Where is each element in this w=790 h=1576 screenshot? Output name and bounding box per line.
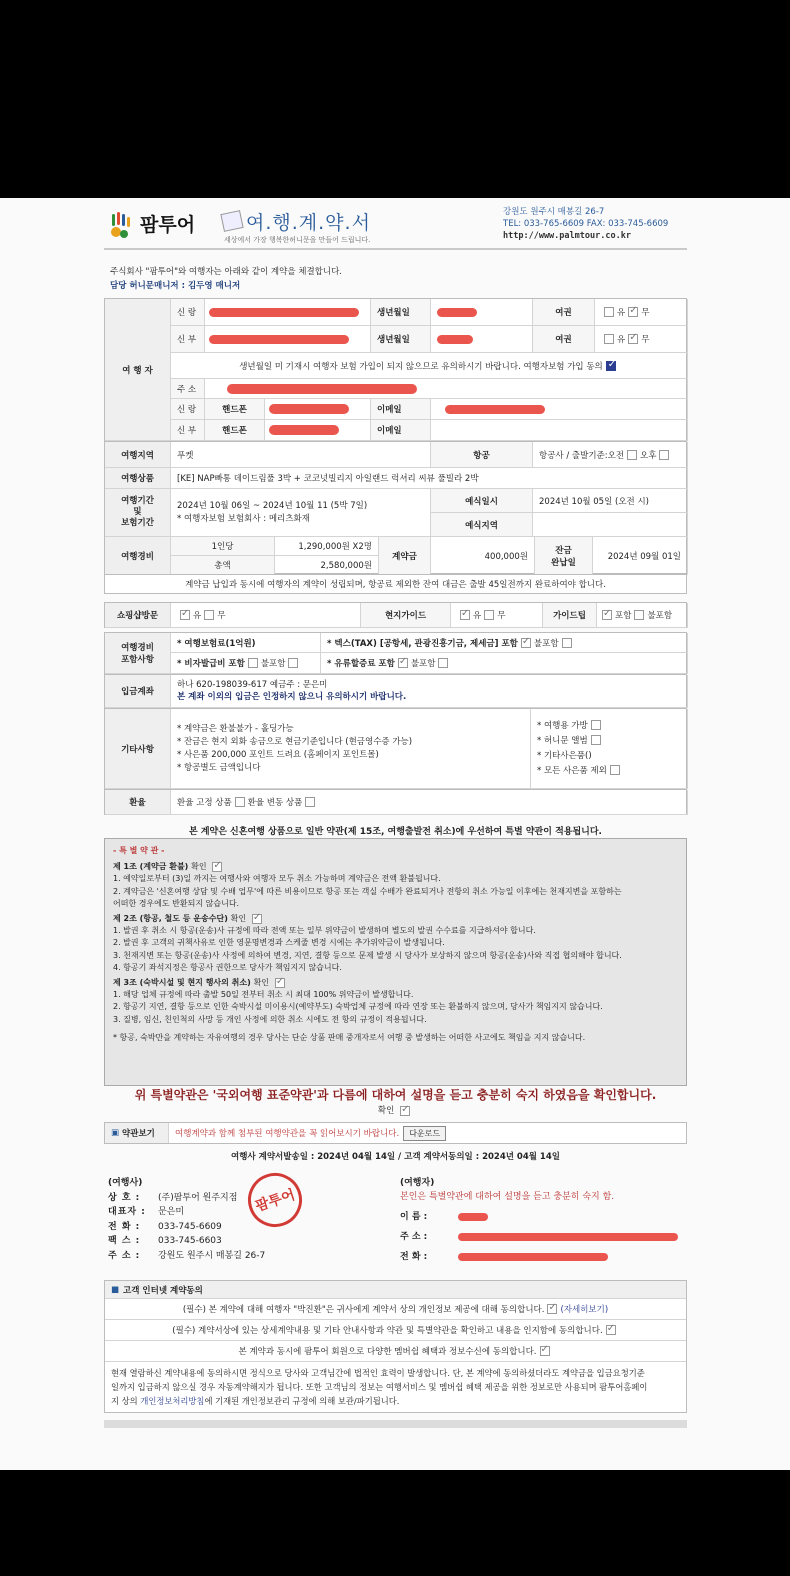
total: 2,580,000원	[275, 556, 379, 575]
shopping-label: 쇼핑샵방문	[105, 603, 171, 628]
shopping-options	[171, 603, 361, 628]
bride-email	[431, 420, 688, 441]
bride-passport-label: 여권	[533, 326, 595, 353]
exchange-variable-label: 환율 변동 상품	[247, 798, 303, 808]
etc-line: * 계약금은 환불불가 - 홀딩가능	[177, 723, 294, 734]
etc-label: 기타사항	[105, 709, 171, 789]
bride-contact-label: 신 부	[171, 420, 205, 441]
document-icon	[220, 210, 243, 232]
consent-row	[105, 1341, 686, 1362]
agency-row	[108, 1234, 368, 1249]
exchange-variable-checkbox[interactable]	[305, 797, 315, 807]
article-2-title	[113, 913, 678, 925]
yes-label: 유	[617, 335, 626, 345]
article-line: 4. 항공기 좌석지정은 항공사 권한으로 당사가 책임지지 않습니다.	[113, 962, 342, 972]
special-title: - 특 별 약 관 -	[113, 846, 165, 855]
article-line: 어떠한 경우에도 반환되지 않습니다.	[113, 898, 240, 908]
tax-include-checkbox[interactable]	[521, 638, 531, 648]
groom-email	[431, 399, 688, 420]
confirm-label: 확인	[253, 978, 270, 988]
deposit: 400,000원	[431, 537, 535, 575]
consent-text: (필수) 본 계약에 대해 여행자 "박진환"은 귀사에게 계약서 상의 개인정보 제공에 대해 동의합니다.	[182, 1305, 545, 1315]
bride-birth-label: 생년월일	[371, 326, 431, 353]
agency-key: 상 호 :	[108, 1192, 141, 1203]
article-2-checkbox[interactable]	[252, 914, 262, 924]
yes-label: 유	[193, 611, 202, 621]
traveler-phone-row	[400, 1250, 687, 1264]
privacy-policy-link[interactable]: 개인정보처리방침	[140, 1396, 205, 1406]
special-footnote: * 항공, 숙박만을 계약하는 자유여행의 경우 당사는 단순 상품 판매 중개자로서 여행 중 발생하는 어떠한 사고에도 책임을 지지 않습니다.	[113, 1032, 586, 1042]
gift-label: * 여행용 가방	[537, 720, 588, 731]
groom-phone	[265, 399, 371, 420]
period-label	[105, 489, 171, 537]
special-terms	[104, 838, 687, 1086]
terms-consent-checkbox[interactable]	[606, 1325, 616, 1335]
tip-exclude-checkbox[interactable]	[634, 610, 644, 620]
bride-email-label: 이메일	[371, 420, 431, 441]
gift-checkbox[interactable]	[610, 765, 620, 775]
balance-label-1: 잔금	[555, 545, 572, 556]
special-terms-acknowledgement: 위 특별약관은 '국외여행 표준약관'과 다름에 대하여 설명을 듣고 충분히 숙지 하였음을 확인합니다.	[134, 1088, 657, 1102]
address-value	[205, 379, 688, 399]
period-dates: 2024년 10월 06일 ~ 2024년 10월 11 (5박 7일)	[177, 500, 368, 511]
bride-passport-no-checkbox[interactable]	[628, 334, 638, 344]
gift-option	[537, 764, 623, 779]
terms-label-text: 약관보기	[122, 1129, 155, 1139]
gift-label: * 기타사은품()	[537, 750, 592, 761]
tax-label: * 텍스(TAX) [공항세, 관광진흥기금, 제세금] 포함	[327, 638, 518, 649]
document-icon: ▣	[111, 1128, 120, 1138]
visa-exclude-label: 불포함	[260, 659, 286, 669]
shopping-no-checkbox[interactable]	[204, 610, 214, 620]
product-label: 여행상품	[105, 468, 171, 489]
options-table	[104, 602, 687, 628]
intro	[110, 265, 342, 293]
consent-body-line: 현재 열람하신 계약내용에 동의하시면 정식으로 당사와 고객님간에 법적인 효력이 발생합니다. 단, 본 계약에 동의하셨더라도 계약금을 입금요청기준	[111, 1368, 645, 1378]
exclude-label: 불포함	[647, 611, 673, 621]
membership-consent-checkbox[interactable]	[540, 1346, 550, 1356]
included-label-2: 포함사항	[121, 655, 154, 665]
terms-text: 여행계약과 함께 첨부된 여행약관을 꼭 읽어보시기 바랍니다.	[175, 1129, 400, 1139]
groom-name	[205, 299, 371, 326]
agency-key: 주 소 :	[108, 1250, 141, 1261]
article-line: 1. 해당 업체 규정에 따라 출발 50일 전부터 취소 시 최대 100% 위약금이 발생합니다.	[113, 990, 414, 1000]
intro-text: 주식회사 "팜투어"와 여행자는 아래와 같이 계약을 체결합니다.	[110, 267, 343, 277]
balance-label-2: 완납일	[551, 557, 576, 568]
etc-line: * 사은품 200,000 포인트 드려요 (홈페이지 포인트몰)	[177, 749, 379, 760]
fuel-include-checkbox[interactable]	[398, 658, 408, 668]
manager: 담당 허니문매니저 : 김두영 매니저	[110, 281, 241, 291]
agency-row	[108, 1191, 368, 1206]
company-url[interactable]: http://www.palmtour.co.kr	[503, 231, 631, 241]
insurance-notice: 생년월일 미 기재시 여행자 보험 가입이 되지 않으므로 유의하시기 바랍니다. 여행자보험 가입 동의	[239, 361, 603, 372]
cost-label: 여행경비	[105, 537, 171, 575]
document-title: 여.행.계.약.서	[246, 212, 371, 234]
deposit-notice: 계약금 납입과 동시에 여행자의 계약이 성립되며, 항공료 제외한 잔여 대금은 출발 45일전까지 완료하여야 합니다.	[185, 580, 606, 590]
consent-body	[105, 1362, 686, 1412]
etc-lines	[171, 709, 531, 789]
article-1-heading: 제 1조 (계약금 환불)	[113, 862, 189, 872]
article-3-heading: 제 3조 (숙박시설 및 현지 행사의 취소)	[113, 978, 251, 988]
traveler-table	[104, 298, 687, 441]
exchange-options	[171, 790, 688, 815]
article-line: 3. 질병, 임신, 친인척의 사망 등 개인 사정에 의한 취소 시에도 전 항의 규정이 적용됩니다.	[113, 1014, 427, 1024]
download-button[interactable]: 다운로드	[403, 1126, 446, 1141]
included-label	[105, 633, 171, 674]
tax-item	[321, 633, 688, 653]
tip-include-checkbox[interactable]	[602, 610, 612, 620]
consent-text: 본 계약과 동시에 팜투어 회원으로 다양한 멤버쉽 혜택과 정보수신에 동의합니다.	[238, 1347, 537, 1357]
internet-consent	[104, 1280, 687, 1413]
address-label: 주 소	[171, 379, 205, 399]
insurance-agree-checkbox[interactable]	[606, 361, 616, 371]
tax-exclude-checkbox[interactable]	[562, 638, 572, 648]
etc-line: * 항공별도 금액입니다	[177, 762, 261, 773]
footer-bar	[104, 1420, 687, 1428]
details-link[interactable]: (자세히보기)	[560, 1305, 609, 1315]
traveler-name-label: 이 름 :	[400, 1212, 428, 1222]
wedding-venue	[533, 513, 688, 537]
article-line: 1. 발권 후 취소 시 항공(운송)사 규정에 따라 전액 또는 일부 위약금이 발생하며 별도의 발권 수수료를 지급하셔야 합니다.	[113, 926, 536, 936]
article-1-title	[113, 861, 678, 873]
gift-checkbox[interactable]	[591, 720, 601, 730]
yes-label: 유	[617, 308, 626, 318]
guide-no-checkbox[interactable]	[484, 610, 494, 620]
groom-passport-yes-checkbox[interactable]	[604, 307, 614, 317]
company-tel-fax: TEL: 033-765-6609 FAX: 033-745-6609	[503, 219, 669, 229]
groom-contact-label: 신 랑	[171, 399, 205, 420]
include-label: 포함	[615, 611, 632, 621]
bride-phone-label: 핸드폰	[205, 420, 265, 441]
traveler-addr-label: 주 소 :	[400, 1232, 428, 1242]
privacy-consent-checkbox[interactable]	[547, 1304, 557, 1314]
account: 하나 620-198039-617 예금주 : 문은미	[177, 680, 328, 690]
payment-label: 입금계좌	[105, 675, 171, 708]
consent-body-line	[111, 1394, 680, 1408]
bride-birth	[431, 326, 533, 353]
guide-yes-checkbox[interactable]	[460, 610, 470, 620]
per-person: 1,290,000원 X2명	[275, 537, 379, 556]
article-3-title	[113, 977, 678, 989]
shopping-yes-checkbox[interactable]	[180, 610, 190, 620]
agency-value: 강원도 원주시 매봉길 26-7	[158, 1250, 266, 1261]
am-checkbox[interactable]	[627, 450, 637, 460]
terms-row	[104, 1122, 687, 1144]
tip-options	[597, 603, 688, 628]
article-line: 3. 천재지변 또는 항공(운송)사 사정에 의하여 변경, 지연, 결항 등으로 문제 발생 시 당사가 보상하지 않으며 항공(운송)사와 직접 협의해야 합니다.	[113, 950, 622, 960]
balance-date: 2024년 09월 01일	[593, 537, 688, 575]
gift-label: * 모든 사은품 제외	[537, 765, 607, 776]
article-2-heading: 제 2조 (항공, 철도 등 운송수단)	[113, 914, 228, 924]
insurance-item: * 여행보험료(1억원)	[171, 633, 321, 653]
article-line: 2. 계약금은 '신혼여행 상담 및 수배 업무'에 따른 비용이므로 항공 또는 객실 수배가 완료되거나 전항의 취소 가능일 이후에는 천재지변을 포함하는	[113, 886, 622, 896]
no-label: 무	[641, 308, 650, 318]
agency-row	[108, 1249, 368, 1264]
product: [KE] NAP빠통 데이드림풀 3박 + 코코넛빌리지 아일랜드 럭셔리 씨뷰 풀빌라 2박	[171, 468, 688, 489]
airline-basis: 항공사 / 출발기준:오전	[539, 450, 625, 461]
insurer: * 여행자보험 보험회사 : 메리츠화재	[177, 513, 310, 524]
traveler-phone-label: 전 화 :	[400, 1252, 428, 1262]
agency-value: 문은미	[158, 1207, 185, 1217]
consent-body-text: 지 상의	[111, 1396, 141, 1406]
wedding-venue-label: 예식지역	[431, 513, 533, 537]
visa-item	[171, 653, 321, 674]
fuel-item	[321, 653, 688, 674]
consent-body-text: 에 기재된 개인정보관리 규정에 의해 보관/파기됩니다.	[204, 1396, 400, 1406]
consent-header	[105, 1281, 686, 1299]
square-bullet-icon: ■	[111, 1284, 120, 1295]
pm-label: 오후	[640, 450, 657, 461]
deposit-label: 계약금	[379, 537, 431, 575]
terms-label	[105, 1123, 169, 1143]
exchange-label: 환율	[105, 790, 171, 815]
guide-options	[451, 603, 543, 628]
traveler-section-label: 여 행 자	[105, 299, 171, 441]
consent-text: (필수) 계약서상에 있는 상세계약내용 및 기타 안내사항과 약관 및 특별약관을 확인하고 내용을 인지함에 동의합니다.	[172, 1326, 603, 1336]
traveler-title: (여행자)	[400, 1178, 435, 1188]
consent-title: 고객 인터넷 계약동의	[123, 1285, 203, 1296]
no-label: 무	[497, 611, 506, 621]
agency-row	[108, 1220, 368, 1235]
etc-line: * 잔금은 현지 외화 송금으로 현금기준입니다 (현금영수증 가능)	[177, 736, 413, 747]
tip-label: 가이드팁	[543, 603, 597, 628]
exchange-fixed-checkbox[interactable]	[235, 797, 245, 807]
tax-exclude-label: 불포함	[533, 638, 559, 649]
company-contact	[503, 206, 681, 242]
gift-option	[537, 734, 604, 749]
traveler-info	[400, 1176, 687, 1264]
contract-header	[104, 202, 687, 250]
article-line: 2. 항공기 지연, 결항 등으로 인한 숙박시설 미이용시(예약부도) 숙박업체 규정에 따라 연장 또는 환불하지 않으며, 당사가 책임지지 않습니다.	[113, 1002, 603, 1012]
fuel-exclude-checkbox[interactable]	[438, 658, 448, 668]
visa-exclude-checkbox[interactable]	[288, 658, 298, 668]
slogan: 세상에서 가장 행복한허니문을 만들어 드립니다.	[224, 236, 371, 244]
contract-page	[0, 198, 790, 1470]
company-seal: 팜투어	[241, 1166, 309, 1234]
article-line: 2. 발권 후 고객의 귀책사유로 인한 영문명변경과 스케줄 변경 시에는 추가위약금이 발생됩니다.	[113, 938, 445, 948]
visa-include-checkbox[interactable]	[248, 658, 258, 668]
fuel-exclude-label: 불포함	[410, 659, 436, 669]
company-address: 강원도 원주시 매봉길 26-7	[503, 207, 605, 217]
guide-label: 현지가이드	[361, 603, 451, 628]
yes-label: 유	[473, 611, 482, 621]
agency-key: 전 화 :	[108, 1221, 141, 1232]
period-label-1: 여행기간	[121, 496, 154, 506]
bride-phone	[265, 420, 371, 441]
agency-info	[108, 1176, 368, 1263]
balance-label	[535, 537, 593, 575]
bride-label: 신 부	[171, 326, 205, 353]
groom-birth	[431, 299, 533, 326]
exchange-fixed-label: 환율 고정 상품	[177, 798, 232, 808]
air-options	[533, 442, 688, 468]
traveler-addr-row	[400, 1230, 687, 1244]
no-label: 무	[217, 611, 226, 621]
region: 푸켓	[171, 442, 431, 468]
period-label-2: 및	[133, 507, 142, 517]
wedding-date: 2024년 10월 05일 (오전 시)	[533, 489, 688, 513]
no-label: 무	[641, 335, 650, 345]
region-label: 여행지역	[105, 442, 171, 468]
gift-option	[537, 749, 592, 764]
agency-value: 033-745-6609	[158, 1221, 222, 1232]
groom-passport-no-checkbox[interactable]	[628, 307, 638, 317]
visa-label: * 비자발급비 포함	[177, 659, 245, 669]
confirm-label: 확인	[230, 914, 247, 924]
payment-warning: 본 계좌 이외의 입금은 인정하지 않으니 유의하시기 바랍니다.	[177, 692, 407, 702]
confirm-label: 확인	[191, 862, 207, 872]
agency-row	[108, 1205, 368, 1220]
article-line: 1. 예약일로부터 (3)일 까지는 여행사와 여행자 모두 취소 가능하며 계약금은 전액 환불됩니다.	[113, 874, 441, 884]
traveler-name-row	[400, 1210, 687, 1224]
agency-key: 팩 스 :	[108, 1236, 141, 1246]
air-label: 항공	[431, 442, 533, 468]
acknowledge-checkbox[interactable]	[400, 1106, 410, 1116]
included-label-1: 여행경비	[121, 643, 154, 653]
groom-phone-label: 핸드폰	[205, 399, 265, 420]
consent-row	[105, 1320, 686, 1341]
included-table	[104, 632, 687, 674]
gift-options	[531, 709, 688, 789]
period-label-3: 보험기간	[121, 518, 154, 528]
groom-label: 신 랑	[171, 299, 205, 326]
consent-row	[105, 1299, 686, 1320]
trip-table	[104, 441, 687, 574]
gift-label: * 허니문 앨범	[537, 735, 588, 746]
wedding-date-label: 예식일시	[431, 489, 533, 513]
confirm-label: 확인	[377, 1106, 395, 1116]
consent-body-line: 일까지 입금하지 않으실 경우 자동계약해지가 됩니다. 또한 고객님의 정보는 여행서비스 및 멤버쉽 혜택 제공을 위한 정보로만 사용되며 팜투어홈페이	[111, 1382, 648, 1392]
acknowledge-confirm	[104, 1104, 687, 1116]
bride-passport	[595, 326, 688, 353]
payment-table	[104, 674, 687, 708]
agency-value: 033-745-6603	[158, 1236, 222, 1246]
groom-email-label: 이메일	[371, 399, 431, 420]
groom-passport	[595, 299, 688, 326]
agency-title: (여행사)	[108, 1178, 143, 1188]
insurance-notice-row	[171, 353, 688, 379]
groom-passport-label: 여권	[533, 299, 595, 326]
period	[171, 489, 431, 537]
agency-value: (주)팜투어 원주지점	[158, 1192, 238, 1203]
pm-checkbox[interactable]	[659, 450, 669, 460]
per-person-label: 1인당	[171, 537, 275, 556]
groom-birth-label: 생년월일	[371, 299, 431, 326]
payment-info	[171, 675, 688, 708]
agency-key: 대표자 :	[108, 1207, 146, 1217]
gift-option	[537, 719, 604, 734]
article-3-checkbox[interactable]	[275, 978, 285, 988]
article-1-checkbox[interactable]	[212, 862, 222, 872]
deposit-notice-row	[104, 574, 687, 594]
contract-dates: 여행사 계약서발송일 : 2024년 04월 14일 / 고객 계약서동의일 : 2024년 04월 14일	[231, 1152, 560, 1162]
bride-passport-yes-checkbox[interactable]	[604, 334, 614, 344]
brand-name: 팜투어	[140, 214, 196, 236]
traveler-notice: 본인은 특별약관에 대하여 설명을 듣고 충분히 숙지 함.	[400, 1192, 615, 1202]
etc-table	[104, 708, 687, 789]
special-notice: 본 계약은 신혼여행 상품으로 일반 약관(제 15조, 여행출발전 취소)에 우선하여 특별 약관이 적용됩니다.	[189, 827, 602, 837]
gift-checkbox[interactable]	[591, 735, 601, 745]
palmtour-logo-icon	[108, 212, 136, 240]
total-label: 총액	[171, 556, 275, 575]
fuel-label: * 유류할증료 포함	[327, 659, 395, 669]
bride-name	[205, 326, 371, 353]
exchange-table	[104, 789, 687, 815]
